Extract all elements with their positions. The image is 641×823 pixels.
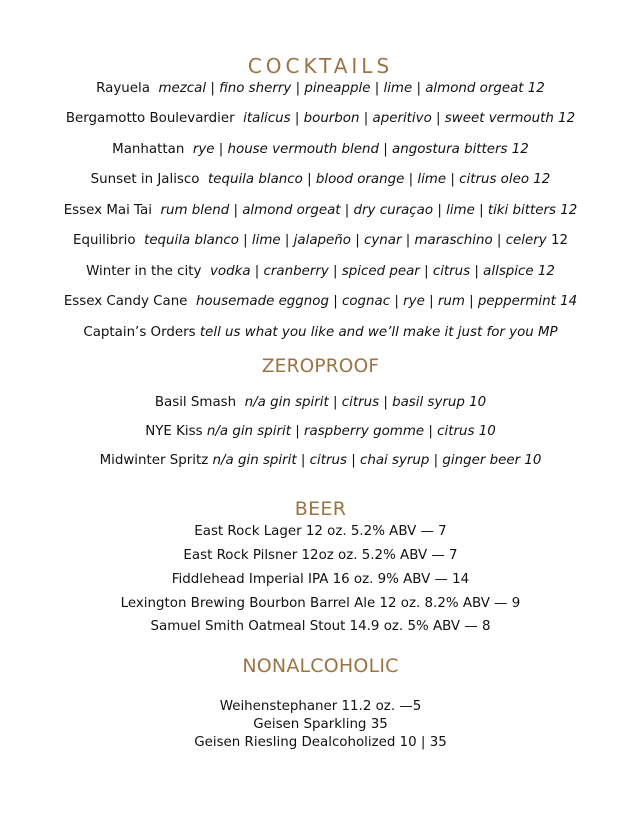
item-description: mezcal | fino sherry | pineapple | lime | almond orgeat 12 bbox=[158, 81, 545, 96]
item-description: n/a gin spirit | raspberry gomme | citrus 10 bbox=[206, 424, 496, 439]
beer-item: East Rock Pilsner 12oz oz. 5.2% ABV — 7 bbox=[183, 548, 458, 563]
item-description: n/a gin spirit | citrus | chai syrup | ginger beer 10 bbox=[212, 453, 542, 468]
item-name: Basil Smash bbox=[154, 395, 237, 410]
item-description: vodka | cranberry | spiced pear | citrus | allspice 12 bbox=[209, 264, 555, 279]
item-description: tequila blanco | lime | jalapeño | cynar | maraschino | celery bbox=[144, 233, 547, 248]
cocktail-item bbox=[0, 202, 641, 220]
zeroproof-item bbox=[0, 452, 641, 470]
cocktail-item bbox=[0, 171, 641, 189]
cocktail-item bbox=[0, 293, 641, 311]
cocktail-item bbox=[0, 80, 641, 98]
beer-item: Samuel Smith Oatmeal Stout 14.9 oz. 5% ABV — 8 bbox=[150, 619, 491, 634]
item-description: rye | house vermouth blend | angostura bitters 12 bbox=[192, 142, 529, 157]
item-description: italicus | bourbon | aperitivo | sweet vermouth 12 bbox=[243, 111, 576, 126]
nonalcoholic-item: Weihenstephaner 11.2 oz. —5 bbox=[219, 699, 422, 714]
item-name: Essex Mai Tai bbox=[63, 203, 152, 218]
item-name: Captain’s Orders bbox=[83, 325, 196, 340]
cocktails-heading: COCKTAILS bbox=[247, 54, 394, 78]
item-name: Bergamotto Boulevardier bbox=[65, 111, 235, 126]
item-description: tell us what you like and we’ll make it just for you MP bbox=[199, 325, 558, 340]
nonalcoholic-item: Geisen Riesling Dealcoholized 10 | 35 bbox=[194, 735, 447, 750]
item-name: Midwinter Spritz bbox=[99, 453, 209, 468]
zeroproof-item bbox=[0, 423, 641, 441]
item-name: NYE Kiss bbox=[145, 424, 203, 439]
zeroproof-heading: ZEROPROOF bbox=[261, 356, 380, 377]
cocktail-item bbox=[0, 232, 641, 250]
item-description: tequila blanco | blood orange | lime | citrus oleo 12 bbox=[207, 172, 551, 187]
item-name: Equilibrio bbox=[73, 233, 136, 248]
item-price: 12 bbox=[546, 233, 568, 248]
beer-item: Lexington Brewing Bourbon Barrel Ale 12 oz. 8.2% ABV — 9 bbox=[120, 596, 521, 611]
beer-item: Fiddlehead Imperial IPA 16 oz. 9% ABV — 14 bbox=[171, 572, 470, 587]
cocktail-item bbox=[0, 141, 641, 159]
item-description: rum blend | almond orgeat | dry curaçao | lime | tiki bitters 12 bbox=[160, 203, 578, 218]
item-name: Rayuela bbox=[96, 81, 150, 96]
beer-heading: BEER bbox=[294, 498, 347, 520]
item-description: housemade eggnog | cognac | rye | rum | peppermint 14 bbox=[195, 294, 578, 309]
cocktail-item bbox=[0, 110, 641, 128]
cocktail-item bbox=[0, 263, 641, 281]
item-description: n/a gin spirit | citrus | basil syrup 10 bbox=[244, 395, 487, 410]
zeroproof-item bbox=[0, 394, 641, 412]
nonalcoholic-heading: NONALCOHOLIC bbox=[242, 655, 399, 677]
beer-item: East Rock Lager 12 oz. 5.2% ABV — 7 bbox=[194, 524, 447, 539]
item-name: Manhattan bbox=[112, 142, 185, 157]
nonalcoholic-item: Geisen Sparkling 35 bbox=[253, 717, 388, 732]
item-name: Essex Candy Cane bbox=[63, 294, 188, 309]
cocktail-item bbox=[0, 324, 641, 342]
item-name: Sunset in Jalisco bbox=[90, 172, 200, 187]
item-name: Winter in the city bbox=[86, 264, 202, 279]
